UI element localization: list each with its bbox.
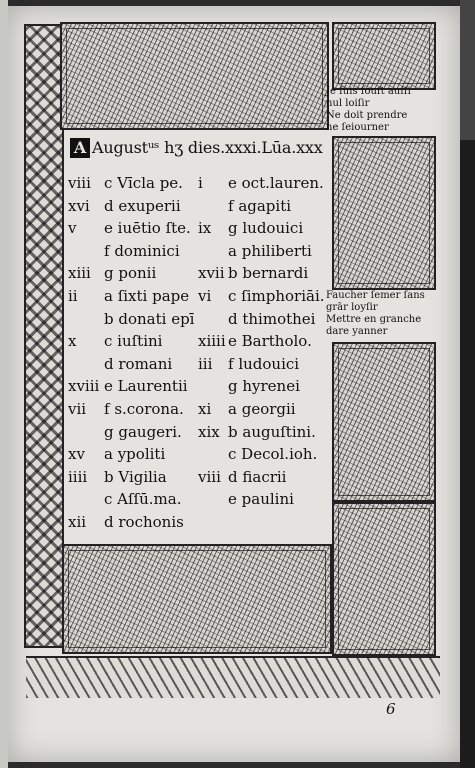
epact-number: vi — [198, 287, 212, 305]
bookmark-tab — [460, 0, 475, 140]
calendar-row — [64, 332, 344, 354]
day-letter-feast: d exuperii — [104, 196, 181, 215]
day-letter-feast: c Vīcla pe. — [104, 174, 183, 192]
golden-number: xvi — [68, 196, 90, 215]
second-feast: e oct.lauren. — [228, 174, 324, 192]
saint-woodcut — [332, 342, 436, 502]
golden-number: iiii — [68, 467, 88, 486]
epact-number: xvii — [198, 264, 225, 283]
second-feast: e Bartholo. — [228, 332, 312, 351]
page-number: 6 — [386, 700, 396, 718]
day-letter-feast: f dominici — [104, 241, 180, 260]
epact-number: xix — [198, 422, 220, 441]
epact-number: xi — [198, 400, 212, 418]
second-feast: a georgii — [228, 400, 296, 418]
calendar-row — [64, 310, 344, 332]
verse-top: Je ſuis ſouſt auſſi nul loiſir Ne doit prendre ne ſeiourner — [326, 86, 411, 133]
second-feast: f agapiti — [228, 196, 292, 215]
epact-number: i — [198, 174, 203, 192]
calendar-row — [64, 174, 344, 196]
second-feast: g ludouici — [228, 219, 304, 238]
epact-number: viii — [198, 467, 221, 486]
second-feast: d fiacrii — [228, 467, 287, 486]
labor-woodcut-1 — [332, 136, 436, 290]
day-letter-feast: g gaugeri. — [104, 422, 182, 441]
calendar-row — [64, 197, 344, 219]
epact-number: iii — [198, 354, 213, 373]
day-letter-feast: c Aſſū.ma. — [104, 490, 182, 509]
golden-number: vii — [68, 400, 87, 418]
decorative-bottom-border — [26, 656, 440, 698]
second-feast: e paulini — [228, 490, 294, 509]
calendar-row — [64, 400, 344, 422]
day-letter-feast: d romani — [104, 354, 173, 373]
top-right-woodcut — [332, 22, 436, 90]
golden-number: xiii — [68, 264, 91, 283]
bottom-woodcut-illustration — [62, 544, 332, 654]
golden-number: v — [68, 219, 77, 238]
header-initial: A — [70, 138, 90, 158]
calendar-header — [70, 138, 336, 162]
book-edge — [460, 0, 475, 768]
calendar-row — [64, 287, 344, 309]
calendar-row — [64, 468, 344, 490]
verse-middle: Faucher ſemer ſans grār loyſir Mettre en granche dare yanner — [326, 290, 425, 337]
golden-number: ii — [68, 287, 78, 305]
second-feast: f ludouici — [228, 354, 300, 373]
labor-woodcut-2 — [332, 502, 436, 656]
day-letter-feast: a ſixti pape — [104, 287, 190, 305]
header-text: Augustᵘˢ hʒ dies.xxxi.Lūa.xxx — [92, 138, 323, 157]
second-feast: b bernardi — [228, 264, 309, 283]
day-letter-feast: a ypoliti — [104, 445, 166, 464]
calendar-row — [64, 490, 344, 512]
day-letter-feast: e iuētio ſte. — [104, 219, 191, 238]
calendar-row — [64, 377, 344, 399]
decorative-left-border — [24, 24, 64, 648]
golden-number: x — [68, 332, 77, 351]
top-woodcut-illustration — [60, 22, 329, 130]
calendar-row — [64, 513, 344, 535]
day-letter-feast: b Vigilia — [104, 467, 167, 486]
calendar-row — [64, 423, 344, 445]
calendar-row — [64, 242, 344, 264]
calendar-row — [64, 264, 344, 286]
golden-number: xii — [68, 513, 87, 531]
day-letter-feast: e Laurentii — [104, 377, 188, 396]
epact-number: ix — [198, 219, 212, 238]
calendar-row — [64, 219, 344, 241]
book-page — [8, 6, 460, 762]
day-letter-feast: f s.corona. — [104, 400, 184, 418]
golden-number: viii — [68, 174, 91, 192]
second-feast: c ſimphoriāi. — [228, 287, 325, 305]
binding-shadow — [0, 0, 8, 768]
day-letter-feast: c iuſtini — [104, 332, 163, 351]
golden-number: xv — [68, 445, 85, 464]
second-feast: a philiberti — [228, 241, 312, 260]
golden-number: xviii — [68, 377, 100, 396]
second-feast: d thimothei — [228, 309, 316, 328]
calendar-row — [64, 445, 344, 467]
second-feast: c Decol.ioh. — [228, 445, 318, 464]
day-letter-feast: d rochonis — [104, 513, 184, 531]
calendar-row — [64, 355, 344, 377]
second-feast: g hyrenei — [228, 377, 300, 396]
day-letter-feast: g ponii — [104, 264, 157, 283]
second-feast: b auguſtini. — [228, 422, 316, 441]
epact-number: xiiii — [198, 332, 226, 351]
day-letter-feast: b donati epī — [104, 309, 195, 328]
